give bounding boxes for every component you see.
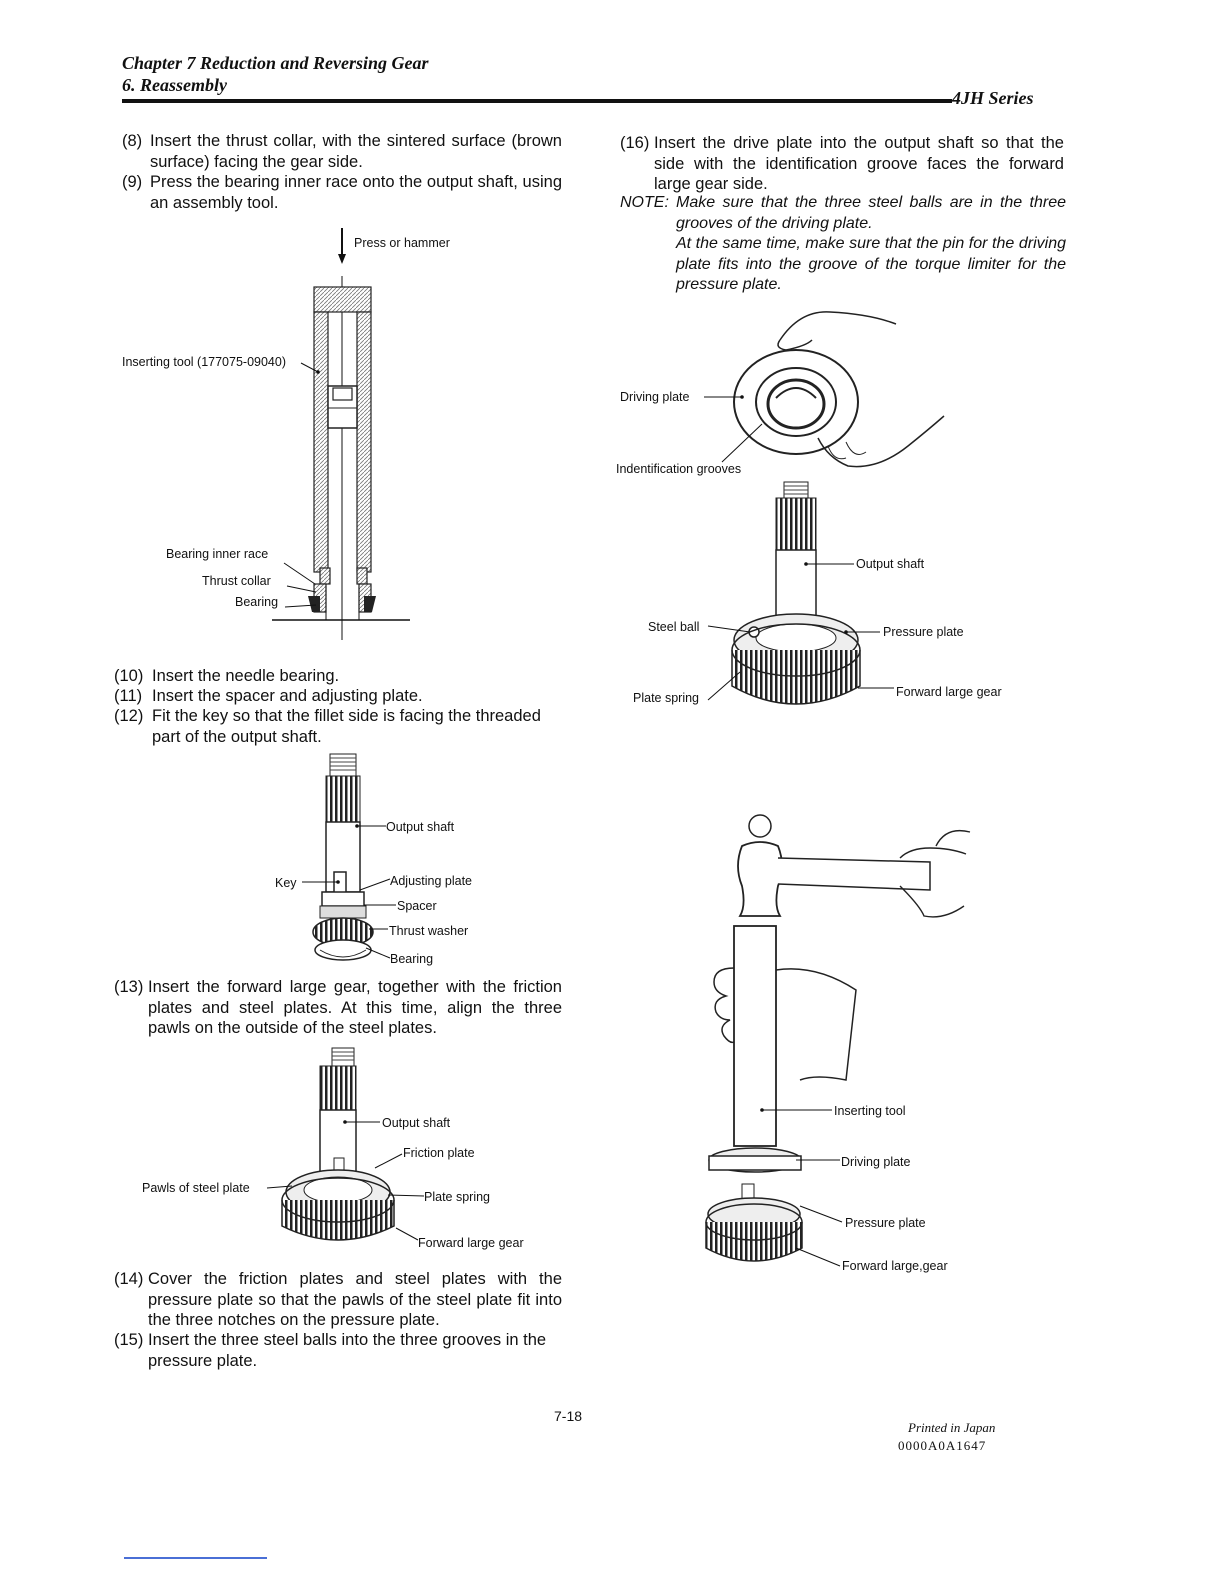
step-text: Press the bearing inner race onto the output shaft, using an assembly tool.	[150, 173, 562, 212]
label-key: Key	[275, 876, 297, 890]
step-number: (8)	[122, 132, 143, 150]
label-thrust-washer: Thrust washer	[389, 924, 469, 938]
label-bearing-2: Bearing	[390, 952, 434, 966]
label-bearing: Bearing	[235, 595, 279, 609]
label-friction-plate: Friction plate	[403, 1146, 475, 1160]
label-driving-plate: Driving plate	[620, 390, 690, 404]
step-text: Insert the spacer and adjusting plate.	[152, 687, 423, 705]
label-pressure-plate-5: Pressure plate	[845, 1216, 926, 1230]
label-forward-gear-4: Forward large gear	[896, 685, 1002, 699]
note-label: NOTE:	[620, 194, 669, 211]
label-adjusting-plate: Adjusting plate	[390, 874, 473, 888]
label-bearing-inner-race: Bearing inner race	[166, 547, 269, 561]
step-text: Fit the key so that the fillet side is facing the threaded part of the output shaft.	[152, 707, 541, 746]
step-number: (13)	[114, 978, 144, 996]
label-spacer: Spacer	[397, 899, 437, 913]
note-line-1: Make sure that the three steel balls are in the three grooves of the driving plate.	[676, 194, 1066, 232]
page-number: 7-18	[554, 1408, 583, 1424]
step-text: Insert the thrust collar, with the sintered surface (brown surface) facing the gear side.	[150, 132, 562, 171]
label-forward-gear-5: Forward large,gear	[842, 1259, 948, 1273]
label-press: Press or hammer	[354, 236, 450, 250]
printed-in: Printed in Japan	[908, 1420, 996, 1435]
label-steel-ball: Steel ball	[648, 620, 700, 634]
step-number: (16)	[620, 134, 650, 152]
label-forward-gear: Forward large gear	[418, 1236, 524, 1250]
label-thrust-collar: Thrust collar	[202, 574, 271, 588]
section-title: 6. Reassembly	[122, 75, 227, 95]
label-plate-spring-4: Plate spring	[633, 691, 700, 705]
note-line-2: At the same time, make sure that the pin for the driving plate fits into the groove of the torque limiter for the pressure plate.	[676, 235, 1066, 293]
step-number: (9)	[122, 173, 143, 191]
series-label: 4JH Series	[952, 88, 1034, 108]
label-driving-plate-5: Driving plate	[841, 1155, 911, 1169]
label-pawls: Pawls of steel plate	[142, 1181, 250, 1195]
step-number: (14)	[114, 1270, 144, 1288]
chapter-title: Chapter 7 Reduction and Reversing Gear	[122, 53, 429, 73]
step-number: (15)	[114, 1331, 144, 1349]
step-text: Insert the needle bearing.	[152, 667, 340, 685]
step-text: Insert the three steel balls into the three grooves in the pressure plate.	[148, 1331, 547, 1370]
label-identification-grooves: Indentification grooves	[616, 462, 742, 476]
label-inserting-tool: Inserting tool (177075-09040)	[122, 355, 287, 369]
step-number: (10)	[114, 667, 144, 685]
label-inserting-tool-5: Inserting tool	[834, 1104, 906, 1118]
bottom-link-underline	[124, 1557, 267, 1559]
label-output-shaft-3: Output shaft	[382, 1116, 451, 1130]
step-text: Insert the forward large gear, together with the friction plates and steel plates. At this time, align the three pawls on the outside of the steel plates.	[148, 978, 562, 1037]
label-plate-spring: Plate spring	[424, 1190, 491, 1204]
label-output-shaft: Output shaft	[386, 820, 455, 834]
step-text: Cover the friction plates and steel plates with the pressure plate so that the pawls of the steel plate fit into the three notches on the pressure plate.	[148, 1270, 562, 1329]
step-text: Insert the drive plate into the output shaft so that the side with the identification groove faces the forward large gear side.	[654, 134, 1064, 193]
label-output-shaft-4: Output shaft	[856, 557, 925, 571]
label-pressure-plate: Pressure plate	[883, 625, 964, 639]
document-code: 0000A0A1647	[898, 1438, 987, 1453]
step-number: (12)	[114, 707, 144, 725]
step-number: (11)	[114, 687, 143, 705]
